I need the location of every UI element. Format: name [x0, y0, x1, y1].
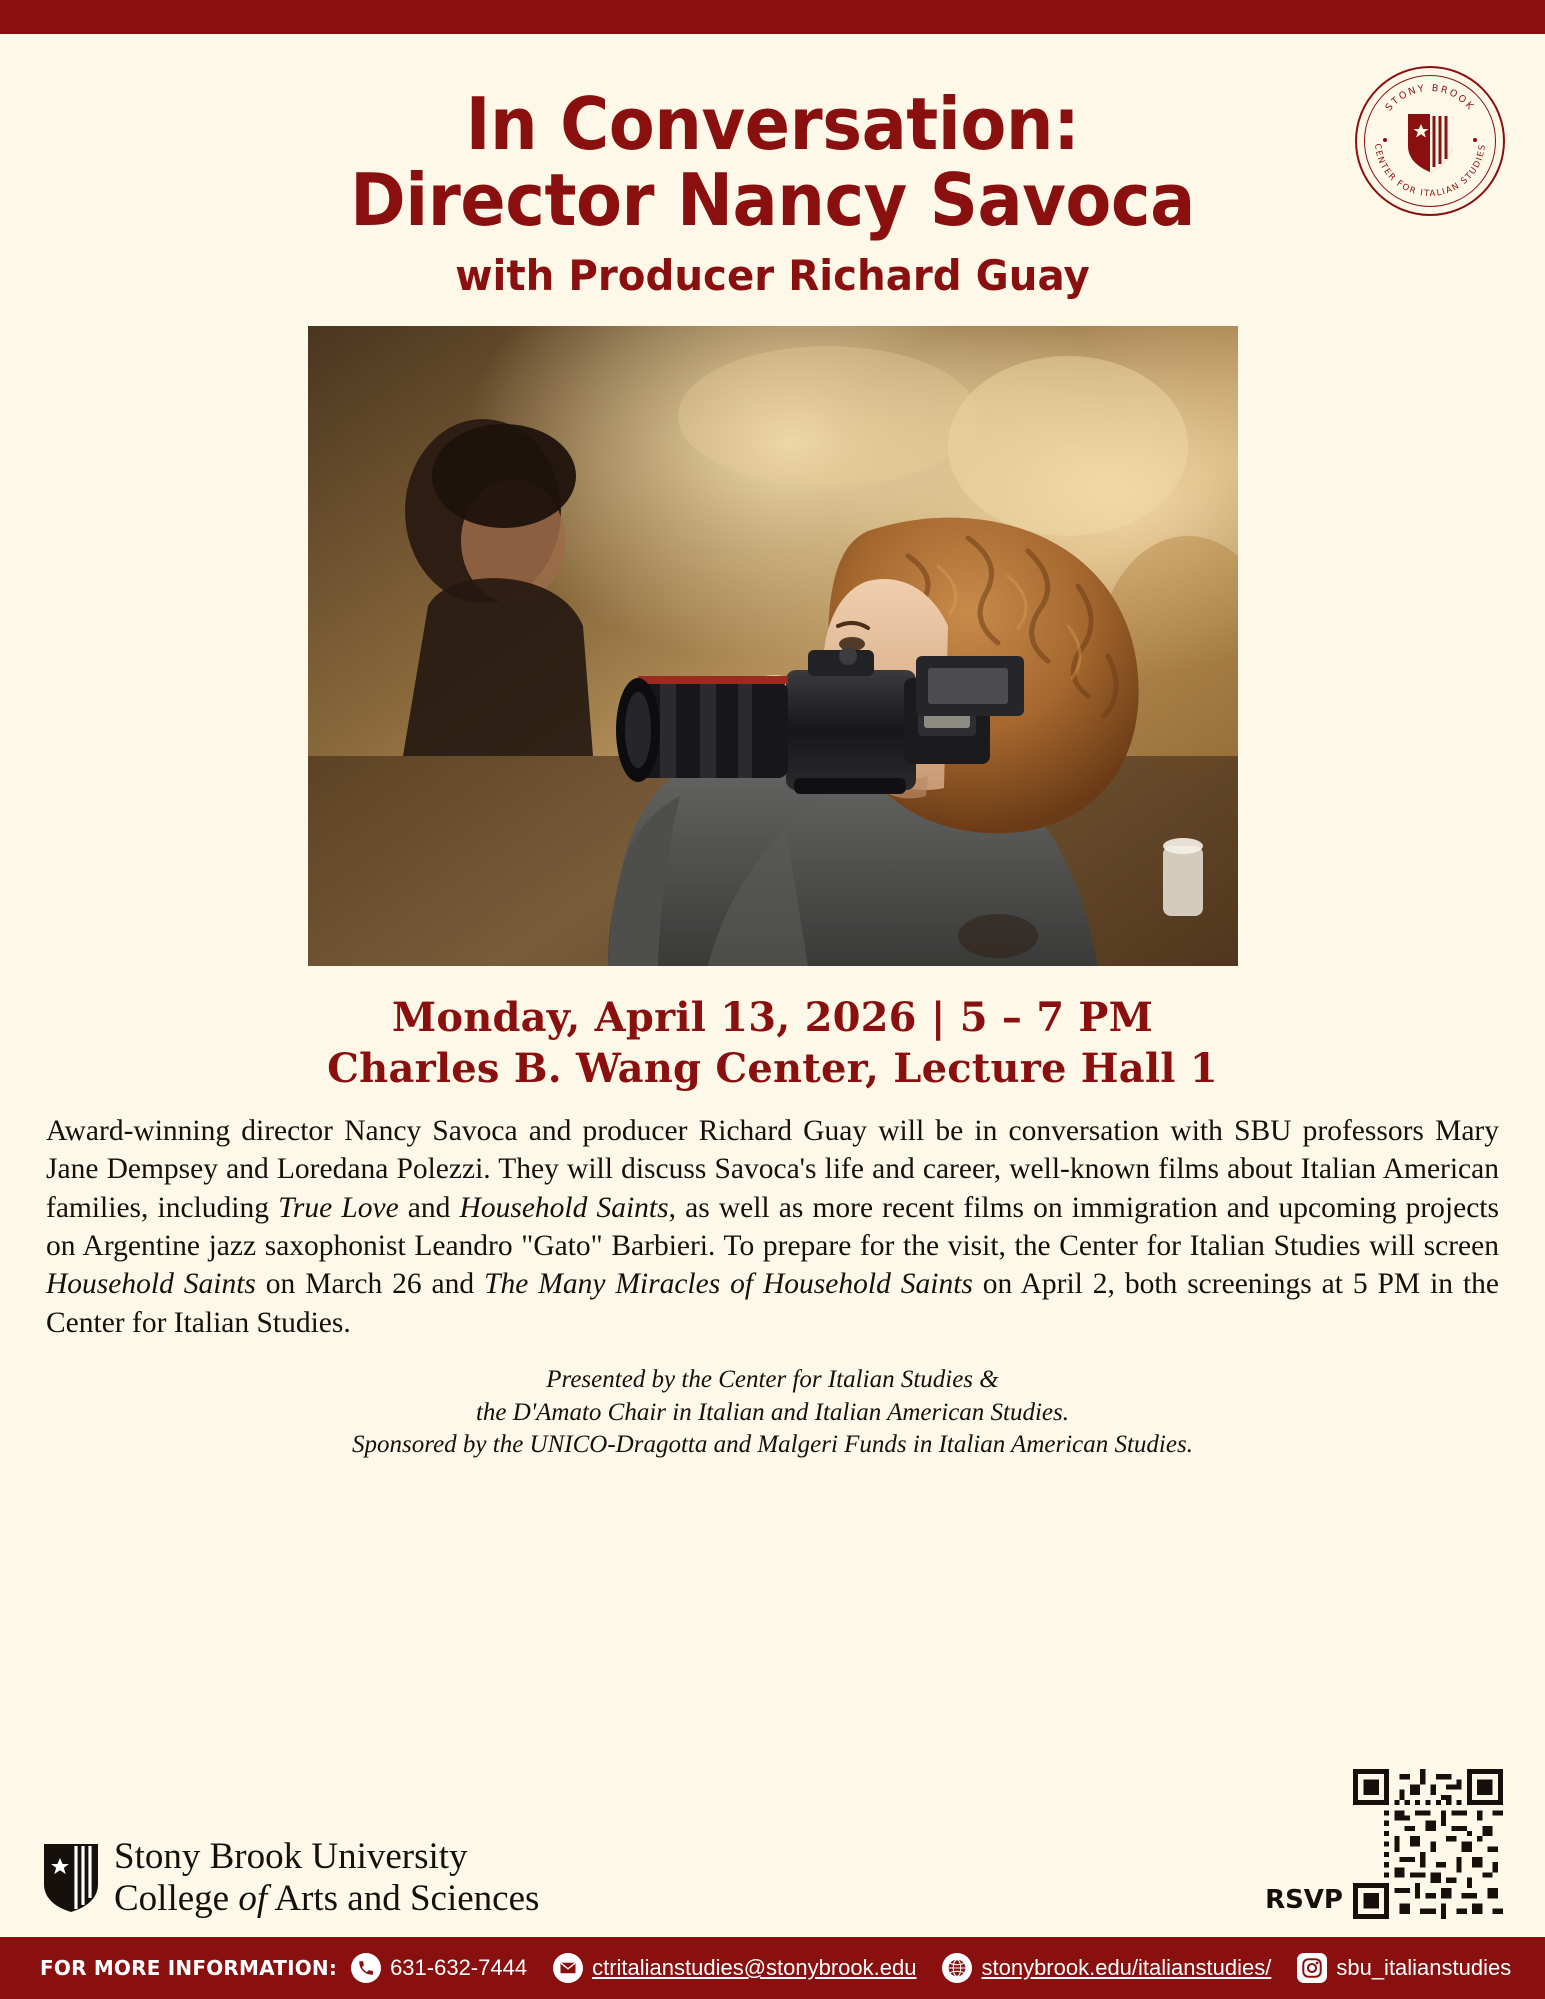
- event-description: Award-winning director Nancy Savoca and producer Richard Guay will be in conversation with SBU professors Mary Jane Dempsey and Loredana Polezzi. They will discuss Savoca's life and career, well-known films about Italian American families, including True Love and Household Saints, as well as more recent films on immigration and upcoming projects on Argentine jazz saxophonist Leandro "Gato" Barbieri. To prepare for the visit, the Center for Italian Studies will screen Household Saints on March 26 and The Many Miracles of Household Saints on April 2, both screenings at 5 PM in the Center for Italian Studies.: [46, 1115, 1499, 1339]
- contact-website[interactable]: [942, 1953, 1271, 1983]
- contact-header: FOR MORE INFORMATION:: [40, 1956, 338, 1980]
- phone-number: 631-632-7444: [390, 1955, 528, 1980]
- email-icon: [553, 1953, 583, 1983]
- university-wordmark: [114, 1836, 539, 1919]
- contact-bar: [0, 1937, 1545, 1999]
- globe-icon: [942, 1953, 972, 1983]
- svg-text:CENTER FOR ITALIAN STUDIES: CENTER FOR ITALIAN STUDIES: [1371, 143, 1489, 200]
- instagram-handle: sbu_italianstudies: [1336, 1955, 1512, 1980]
- shield-icon: [42, 1842, 100, 1914]
- rsvp-block[interactable]: [1265, 1769, 1503, 1919]
- presented-by-line-1: Presented by the Center for Italian Studies &: [546, 1366, 999, 1394]
- phone-icon: [351, 1953, 381, 1983]
- top-accent-bar: [0, 0, 1545, 34]
- website-url[interactable]: stonybrook.edu/italianstudies/: [981, 1955, 1272, 1980]
- presented-by-line-3: Sponsored by the UNICO-Dragotta and Malgeri Funds in Italian American Studies.: [352, 1431, 1193, 1459]
- svg-text:STONY BROOK: STONY BROOK: [1383, 82, 1477, 114]
- poster-content: [0, 34, 1545, 1999]
- contact-instagram[interactable]: [1297, 1953, 1511, 1983]
- email-address[interactable]: ctritalianstudies@stonybrook.edu: [592, 1955, 917, 1980]
- event-details: [42, 992, 1503, 1094]
- footer-row: [42, 1769, 1503, 1919]
- event-date: Monday, April 13, 2026 | 5 – 7 PM: [391, 993, 1154, 1041]
- rsvp-label: RSVP: [1265, 1885, 1343, 1915]
- event-venue: Charles B. Wang Center, Lecture Hall 1: [327, 1044, 1218, 1092]
- page-subtitle: with Producer Richard Guay: [455, 250, 1090, 300]
- college-name: College of Arts and Sciences: [114, 1877, 540, 1919]
- presented-by-line-2: the D'Amato Chair in Italian and Italian American Studies.: [475, 1398, 1070, 1426]
- page-title-line-1: In Conversation:: [465, 82, 1080, 166]
- presented-by-block: [42, 1364, 1503, 1462]
- page-title-line-2: Director Nancy Savoca: [350, 158, 1195, 243]
- university-name: Stony Brook University: [114, 1836, 468, 1878]
- title-block: [42, 34, 1503, 300]
- contact-phone[interactable]: [351, 1953, 527, 1983]
- contact-email[interactable]: [553, 1953, 916, 1983]
- rsvp-qr-code[interactable]: [1353, 1769, 1503, 1919]
- event-photo-illustration: [308, 326, 1238, 966]
- event-photo: [308, 326, 1238, 966]
- instagram-icon: [1297, 1953, 1327, 1983]
- stony-brook-university-logo: [42, 1836, 539, 1919]
